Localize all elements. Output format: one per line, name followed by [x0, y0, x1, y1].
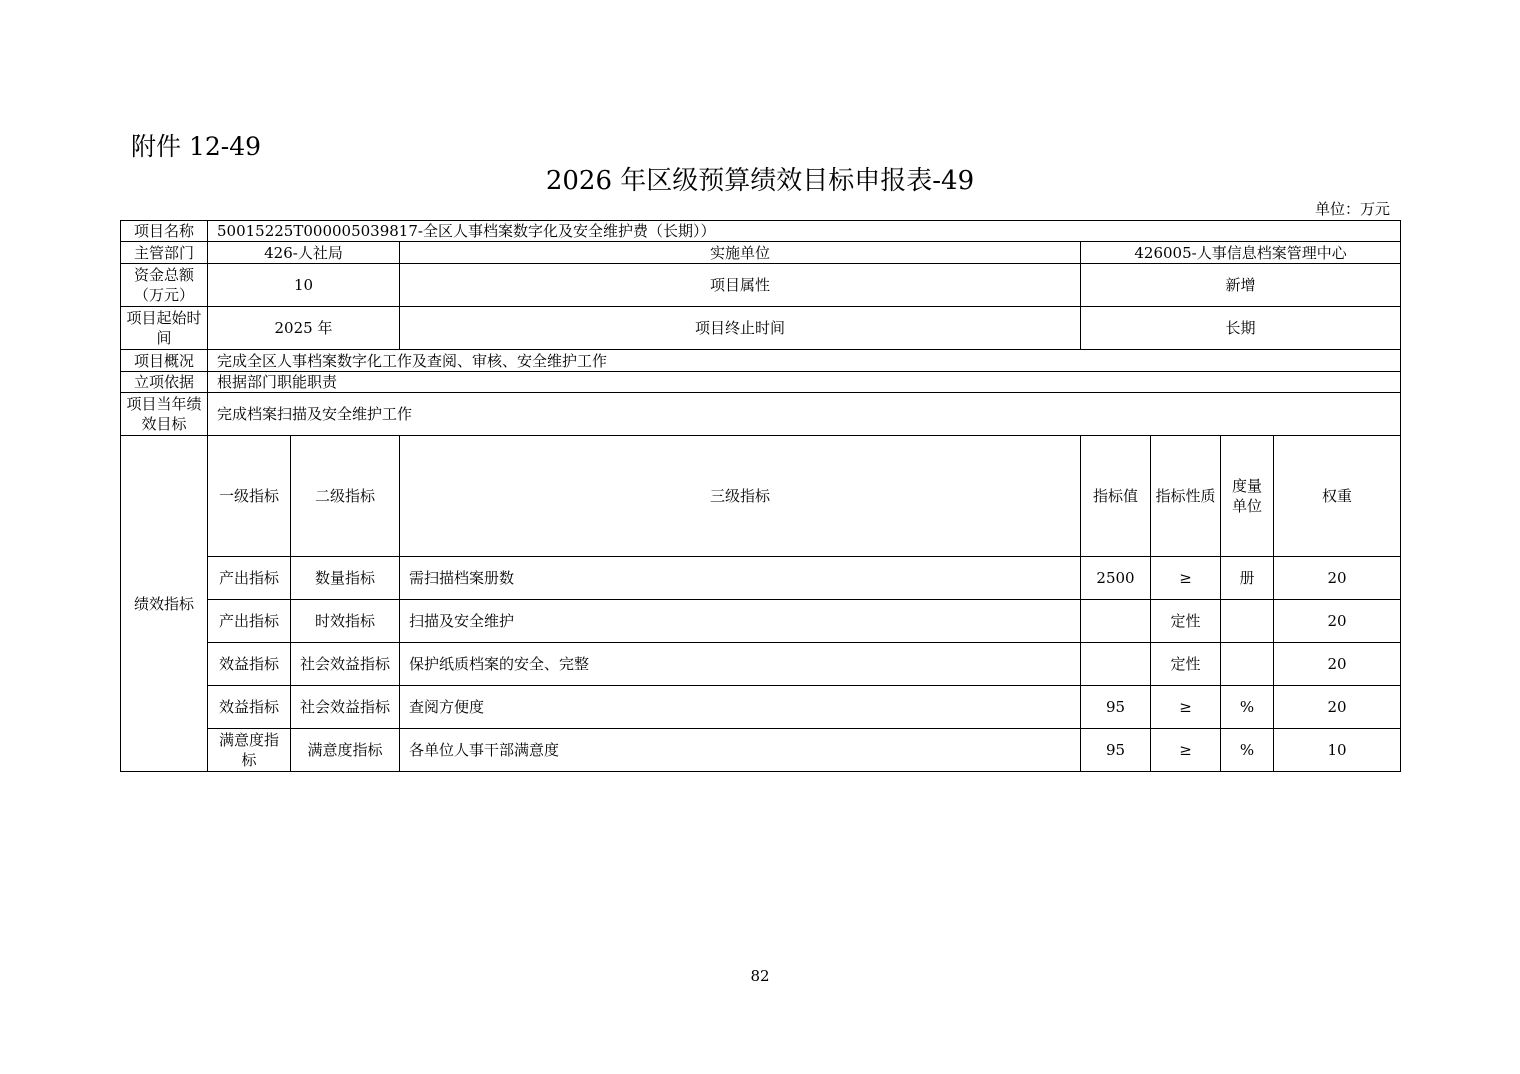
- header-level1: 一级指标: [208, 436, 291, 557]
- indicator-header-row: [121, 436, 1401, 557]
- nature-cell: 定性: [1151, 643, 1221, 686]
- value-cell: [1081, 643, 1151, 686]
- unit-cell: [1221, 643, 1274, 686]
- level2-cell: 满意度指标: [291, 729, 400, 772]
- level2-cell: 数量指标: [291, 557, 400, 600]
- basis-label: 立项依据: [121, 372, 208, 393]
- table-row: [121, 686, 1401, 729]
- level3-cell: 各单位人事干部满意度: [400, 729, 1081, 772]
- nature-cell: ≥: [1151, 686, 1221, 729]
- table-row: [121, 729, 1401, 772]
- impl-label: 实施单位: [400, 242, 1081, 264]
- header-unit: 度量单位: [1221, 436, 1274, 557]
- end-label: 项目终止时间: [400, 307, 1081, 350]
- nature-cell: 定性: [1151, 600, 1221, 643]
- value-cell: 95: [1081, 729, 1151, 772]
- fund-value: 10: [208, 264, 400, 307]
- header-value: 指标值: [1081, 436, 1151, 557]
- attr-value: 新增: [1081, 264, 1401, 307]
- header-weight: 权重: [1274, 436, 1401, 557]
- start-value: 2025 年: [208, 307, 400, 350]
- table-row: [121, 557, 1401, 600]
- level3-cell: 查阅方便度: [400, 686, 1081, 729]
- weight-cell: 20: [1274, 557, 1401, 600]
- value-cell: 95: [1081, 686, 1151, 729]
- project-name-label: 项目名称: [121, 221, 208, 242]
- value-cell: [1081, 600, 1151, 643]
- dept-label: 主管部门: [121, 242, 208, 264]
- weight-cell: 20: [1274, 643, 1401, 686]
- unit-note: 单位：万元: [1314, 200, 1390, 218]
- dept-value: 426-人社局: [208, 242, 400, 264]
- level1-cell: 产出指标: [208, 600, 291, 643]
- level2-cell: 社会效益指标: [291, 643, 400, 686]
- row-period: [121, 307, 1401, 350]
- row-project-name: [121, 221, 1401, 242]
- level2-cell: 时效指标: [291, 600, 400, 643]
- level1-cell: 效益指标: [208, 643, 291, 686]
- basis-value: 根据部门职能职责: [208, 372, 1401, 393]
- page-number: 82: [750, 967, 770, 985]
- header-level3: 三级指标: [400, 436, 1081, 557]
- unit-cell: %: [1221, 729, 1274, 772]
- header-nature: 指标性质: [1151, 436, 1221, 557]
- value-cell: 2500: [1081, 557, 1151, 600]
- goal-label: 项目当年绩效目标: [121, 393, 208, 436]
- table-row: [121, 643, 1401, 686]
- level3-cell: 保护纸质档案的安全、完整: [400, 643, 1081, 686]
- end-value: 长期: [1081, 307, 1401, 350]
- table-row: [121, 600, 1401, 643]
- nature-cell: ≥: [1151, 729, 1221, 772]
- weight-cell: 10: [1274, 729, 1401, 772]
- row-fund: [121, 264, 1401, 307]
- row-basis: [121, 372, 1401, 393]
- row-overview: [121, 350, 1401, 372]
- attr-label: 项目属性: [400, 264, 1081, 307]
- project-name-value: 50015225T000005039817-全区人事档案数字化及安全维护费（长期））: [208, 221, 1401, 242]
- level1-cell: 满意度指标: [208, 729, 291, 772]
- nature-cell: ≥: [1151, 557, 1221, 600]
- weight-cell: 20: [1274, 686, 1401, 729]
- overview-value: 完成全区人事档案数字化工作及查阅、审核、安全维护工作: [208, 350, 1401, 372]
- overview-label: 项目概况: [121, 350, 208, 372]
- level3-cell: 扫描及安全维护: [400, 600, 1081, 643]
- page-title: 2026 年区级预算绩效目标申报表-49: [545, 166, 975, 196]
- start-label: 项目起始时间: [121, 307, 208, 350]
- budget-performance-table: [120, 220, 1401, 772]
- level1-cell: 效益指标: [208, 686, 291, 729]
- unit-cell: 册: [1221, 557, 1274, 600]
- indicators-section-label: 绩效指标: [121, 436, 208, 772]
- unit-cell: %: [1221, 686, 1274, 729]
- header-level2: 二级指标: [291, 436, 400, 557]
- level3-cell: 需扫描档案册数: [400, 557, 1081, 600]
- unit-cell: [1221, 600, 1274, 643]
- row-goal: [121, 393, 1401, 436]
- impl-value: 426005-人事信息档案管理中心: [1081, 242, 1401, 264]
- level1-cell: 产出指标: [208, 557, 291, 600]
- row-department: [121, 242, 1401, 264]
- fund-label: 资金总额（万元）: [121, 264, 208, 307]
- attachment-label: 附件 12-49: [131, 132, 262, 161]
- goal-value: 完成档案扫描及安全维护工作: [208, 393, 1401, 436]
- weight-cell: 20: [1274, 600, 1401, 643]
- level2-cell: 社会效益指标: [291, 686, 400, 729]
